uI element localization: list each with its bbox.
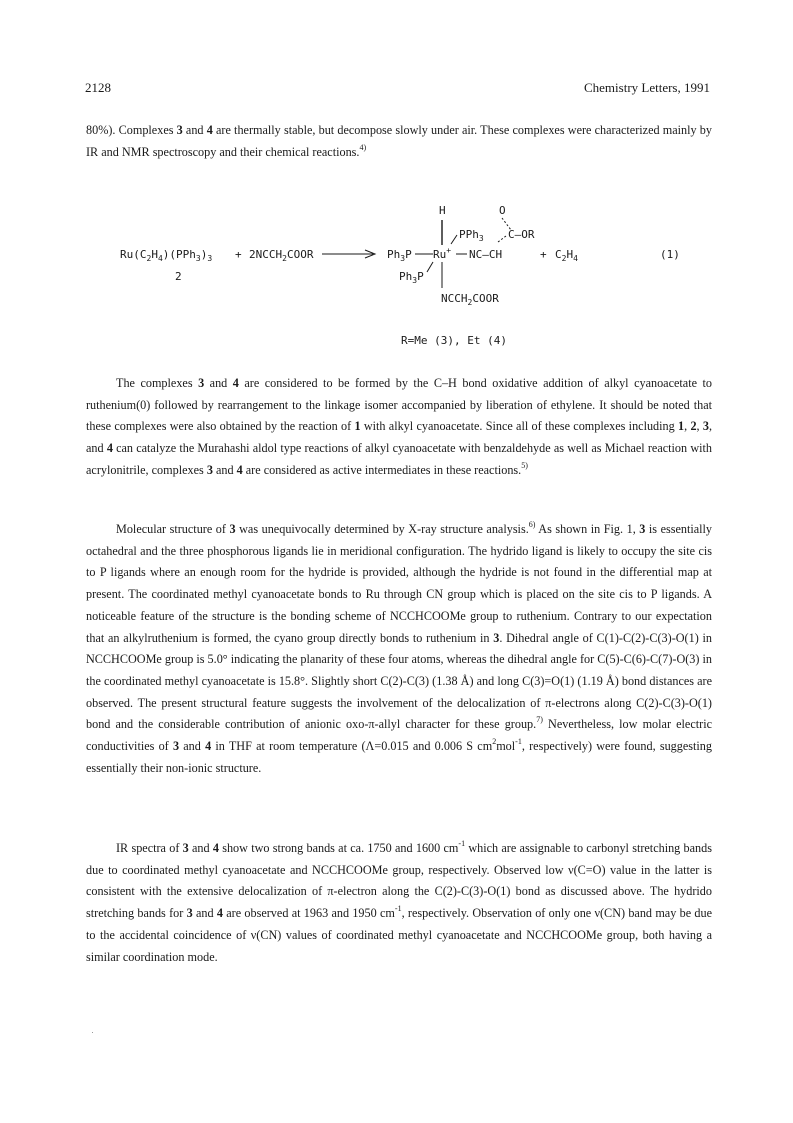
reactant-ruthenium-complex: $Ru(C_2H_4)(PPh_3)_3$ <box>120 248 213 263</box>
text-run: As shown in Fig. 1, <box>535 522 640 536</box>
text-run: are thermally stable, but decompose slowly under air. These complexes were characterized mainly by IR and NMR spectroscopy and their chemical reactions. <box>86 123 712 159</box>
text-run: in THF at room temperature (Λ=0.015 and 0.006 S cm <box>211 739 493 754</box>
coordinated-cyanoacetate: $NCCH_2COOR$ <box>441 292 499 307</box>
compound-number: 4 <box>236 462 243 477</box>
compound-number: 2 <box>690 419 697 434</box>
reference-superscript: 6) <box>528 520 536 529</box>
text-run: which are assignable to carbonyl stretching bands due to coordinated methyl cyanoacetate and NCCHCOOMe group, respectively. Observed low ν(C=O) value in the latter is consistent with the extensive delocalization of π-electron along the C(2)-C(3)-O(1) bond as discussed above. The hydrido stretching bands for <box>86 841 712 921</box>
ph3p-bottom-ligand: $Ph_3P$ <box>399 270 424 285</box>
plus-sign: + <box>540 248 547 261</box>
reactant-alkyl-cyanoacetate: $2NCCH_2COOR$ <box>249 248 314 263</box>
compound-number: 3 <box>702 419 709 434</box>
text-run: can catalyze the Murahashi aldol type reactions of alkyl cyanoacetate with benzaldehyde as well as Michael reaction with acrylonitrile, complexes <box>86 441 712 477</box>
page-header <box>85 80 710 100</box>
text-run: and <box>179 739 206 754</box>
compound-number: 4 <box>205 739 212 754</box>
compound-number: 3 <box>639 522 646 536</box>
exponent: 2 <box>492 737 497 747</box>
paragraph-continuation <box>86 120 712 163</box>
nc-ch-group: NC–CH <box>469 248 503 261</box>
text-run: and <box>188 841 213 855</box>
compound-number: 3 <box>186 906 193 921</box>
text-run: , respectively. Observation of only one ν(CN) band may be due to the accidental coincidence of ν(CN) values of coordinated methyl cyanoacetate and NCCHCOOMe group, both having a similar coordination mode. <box>86 906 712 964</box>
compound-number: 4 <box>212 841 219 855</box>
ru-p-bond-bottom <box>427 262 433 272</box>
compound-number: 3 <box>176 123 183 137</box>
text-run: are considered as active intermediates in these reactions. <box>242 462 522 477</box>
text-run: Molecular structure of <box>116 522 230 536</box>
text-run: show two strong bands at ca. 1750 and 1600 cm <box>218 841 459 855</box>
text-run: and <box>212 462 237 477</box>
r-group-definition: R=Me (3), Et (4) <box>401 334 507 347</box>
text-run: . Dihedral angle of C(1)-C(2)-C(3)-O(1) in NCCHCOOMe group is 5.0° indicating the planarity of these four atoms, whereas the dihedral angle for C(5)-C(6)-C(7)-O(3) in the coordinated methyl cyanoacetate is 15.8°. Slightly short C(2)-C(3) (1.38 Å) and long C(3)=O(1) (1.19 Å) bond distances are observed. The present structural feature suggests the involvement of the delocalization of π-electrons along C(2)-C(3)-O(1) bond and the considerable contribution of anionic oxo-π-allyl character for these group. <box>86 630 712 732</box>
compound-number: 4 <box>232 376 239 390</box>
paragraph-structure <box>86 519 712 779</box>
text-run: are observed at 1963 and 1950 cm <box>222 906 395 921</box>
compound-number: 4 <box>216 906 223 921</box>
compound-number: 3 <box>172 739 180 754</box>
ph3p-left-ligand: $Ph_3P$ <box>387 248 412 263</box>
text-run: , and <box>86 419 713 456</box>
compound-label-2: 2 <box>175 270 182 283</box>
plus-sign: + <box>235 248 242 261</box>
text-run: Nevertheless, low molar electric conductivities of <box>86 717 712 754</box>
text-run: with alkyl cyanoacetate. Since all of these complexes including <box>360 419 679 434</box>
compound-number: 3 <box>198 376 205 390</box>
reaction-scheme-graphic <box>115 200 695 350</box>
text-run: The complexes <box>116 376 199 390</box>
text-run: , <box>684 419 691 434</box>
ester-carbon: C–OR <box>508 228 535 241</box>
hydride-atom: H <box>439 204 446 217</box>
reaction-scheme <box>115 200 695 350</box>
exponent: -1 <box>394 904 402 914</box>
compound-number: 3 <box>182 841 189 855</box>
compound-number: 3 <box>229 522 236 536</box>
text-run: and <box>182 123 207 137</box>
compound-number: 1 <box>678 419 685 434</box>
pph3-top-ligand: PPh$_3$ <box>459 228 484 243</box>
compound-number: 3 <box>206 462 213 477</box>
paragraph-formation <box>86 373 712 482</box>
text-run: 80%). Complexes <box>86 123 177 137</box>
compound-number: 3 <box>493 630 500 645</box>
journal-name: Chemistry Letters, 1991 <box>583 80 710 95</box>
compound-number: 4 <box>206 123 213 137</box>
ethylene-product: $C_2H_4$ <box>555 248 578 263</box>
reference-superscript: 7) <box>536 715 543 725</box>
exponent: -1 <box>515 737 522 747</box>
ruthenium-center: Ru+ <box>433 246 452 261</box>
equation-number: (1) <box>660 248 680 261</box>
text-run: is essentially octahedral and the three phosphorous ligands lie in meridional configuration. The hydrido ligand is likely to occupy the site cis to P ligands where an enough room for the hydride is provided, although the hydride is not found in the differential map at present. The coordinated methyl cyanoacetate bonds to Ru through CN group which is placed on the site cis to P ligands. A noticeable feature of the structure is the bonding scheme of NCCHCOOMe group to ruthenium. Contrary to our expectation that an alkylruthenium is formed, the cyano group directly bonds to ruthenium in <box>86 522 713 645</box>
text-run: , respectively) were found, suggesting essentially their non-ionic structure. <box>86 739 712 775</box>
text-run: are considered to be formed by the C–H bond oxidative addition of alkyl cyanoacetate to ruthenium(0) followed by rearrangement to the linkage isomer accompanied by liberation of ethylene. It should be noted that these complexes were also obtained by the reaction of <box>86 376 712 434</box>
exponent: -1 <box>458 839 466 848</box>
text-run: , <box>696 419 703 434</box>
ru-p-bond-top <box>451 235 457 244</box>
text-run: mol <box>496 739 516 754</box>
text-run: IR spectra of <box>116 841 183 855</box>
reference-superscript: 4) <box>359 142 367 152</box>
delocalized-bond <box>498 236 506 242</box>
text-run: and <box>192 906 217 921</box>
text-run: and <box>204 376 233 390</box>
oxygen-atom: O <box>499 204 506 217</box>
text-run: was unequivocally determined by X-ray structure analysis. <box>235 522 529 536</box>
compound-number: 4 <box>106 441 113 456</box>
reference-superscript: 5) <box>521 460 528 470</box>
scan-speck <box>92 1032 93 1033</box>
compound-number: 1 <box>354 419 361 434</box>
paragraph-ir-spectra <box>86 838 712 968</box>
page-number: 2128 <box>85 80 111 95</box>
